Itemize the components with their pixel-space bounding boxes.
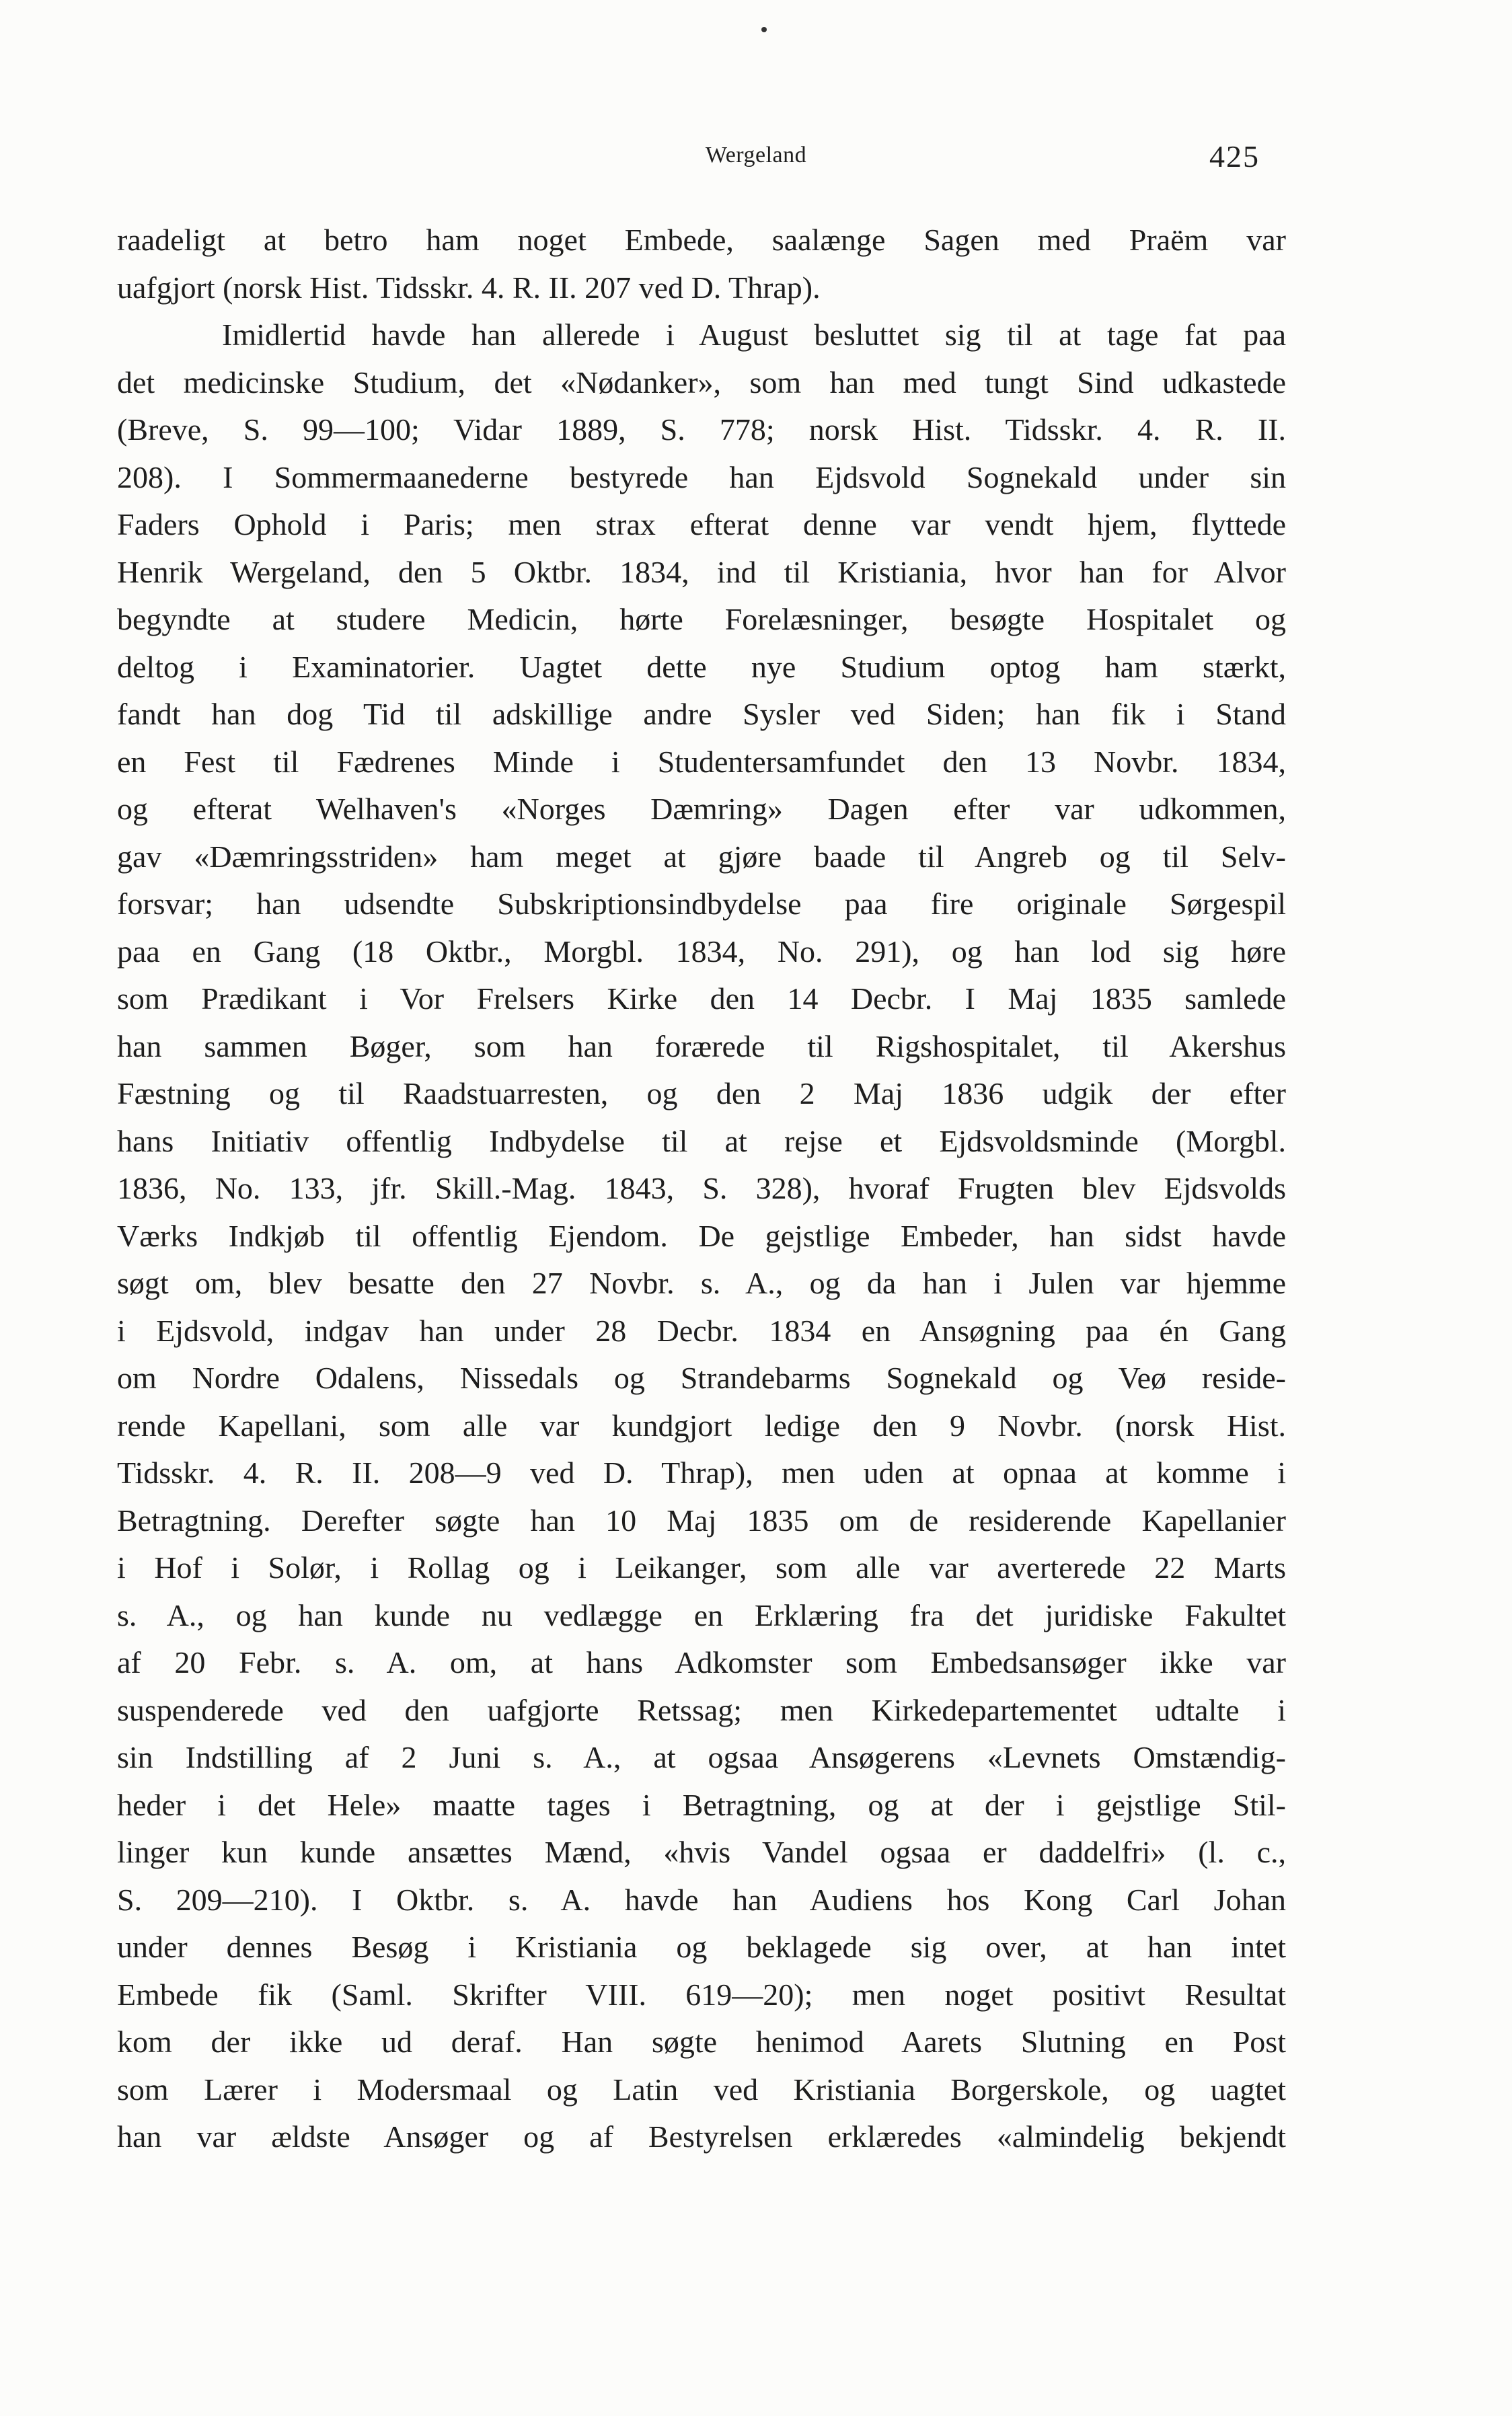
text-line: Henrik Wergeland, den 5 Oktbr. 1834, ind til Kristiania, hvor han for Alvor xyxy=(117,554,1286,589)
page-number: 425 xyxy=(1209,139,1260,174)
paragraph-first-line: Imidlertid havde han allerede i August besluttet sig til at tage fat paa xyxy=(222,317,1286,352)
text-line: gav «Dæmringsstriden» ham meget at gjøre baade til Angreb og til Selv- xyxy=(117,839,1286,874)
text-line: rende Kapellani, som alle var kundgjort ledige den 9 Novbr. (norsk Hist. xyxy=(117,1408,1286,1443)
text-line: af 20 Febr. s. A. om, at hans Adkomster som Embedsansøger ikke var xyxy=(117,1645,1286,1679)
text-line: Faders Ophold i Paris; men strax efterat denne var vendt hjem, flyttede xyxy=(117,507,1286,541)
text-line: Værks Indkjøb til offentlig Ejendom. De gejstlige Embeder, han sidst havde xyxy=(117,1218,1286,1253)
text-line: linger kun kunde ansættes Mænd, «hvis Vandel ogsaa er daddelfri» (l. c., xyxy=(117,1835,1286,1869)
text-line: Fæstning og til Raadstuarresten, og den 2 Maj 1836 udgik der efter xyxy=(117,1076,1286,1110)
body-text xyxy=(117,217,1286,2161)
text-line: kom der ikke ud deraf. Han søgte henimod Aarets Slutning en Post xyxy=(117,2025,1286,2059)
text-line: en Fest til Fædrenes Minde i Studentersamfundet den 13 Novbr. 1834, xyxy=(117,744,1286,779)
text-line: paa en Gang (18 Oktbr., Morgbl. 1834, No. 291), og han lod sig høre xyxy=(117,934,1286,969)
text-line: sin Indstilling af 2 Juni s. A., at ogsaa Ansøgerens «Levnets Omstændig- xyxy=(117,1740,1286,1774)
print-mark xyxy=(761,27,767,32)
text-line: hans Initiativ offentlig Indbydelse til at rejse et Ejdsvoldsminde (Morgbl. xyxy=(117,1123,1286,1158)
text-line: heder i det Hele» maatte tages i Betragtning, og at der i gejstlige Stil- xyxy=(117,1787,1286,1822)
text-line: om Nordre Odalens, Nissedals og Strandebarms Sognekald og Veø reside- xyxy=(117,1361,1286,1395)
text-line: fandt han dog Tid til adskillige andre Sysler ved Siden; han fik i Stand xyxy=(117,697,1286,731)
text-line: suspenderede ved den uafgjorte Retssag; men Kirkedepartementet udtalte i xyxy=(117,1692,1286,1727)
text-line: under dennes Besøg i Kristiania og beklagede sig over, at han intet xyxy=(117,1930,1286,1964)
text-line: (Breve, S. 99—100; Vidar 1889, S. 778; norsk Hist. Tidsskr. 4. R. II. xyxy=(117,412,1286,447)
text-line: 1836, No. 133, jfr. Skill.-Mag. 1843, S. 328), hvoraf Frugten blev Ejdsvolds xyxy=(117,1171,1286,1205)
text-line: Betragtning. Derefter søgte han 10 Maj 1835 om de residerende Kapellanier xyxy=(117,1503,1286,1538)
text-line: 208). I Sommermaanederne bestyrede han Ejdsvold Sognekald under sin xyxy=(117,459,1286,494)
text-line: som Prædikant i Vor Frelsers Kirke den 14 Decbr. I Maj 1835 samlede xyxy=(117,981,1286,1016)
text-line: i Hof i Solør, i Rollag og i Leikanger, som alle var averterede 22 Marts xyxy=(117,1550,1286,1585)
text-line: det medicinske Studium, det «Nødanker», som han med tungt Sind udkastede xyxy=(117,365,1286,400)
text-line: forsvar; han udsendte Subskriptionsindbydelse paa fire originale Sørgespil xyxy=(117,886,1286,921)
text-line: begyndte at studere Medicin, hørte Forelæsninger, besøgte Hospitalet og xyxy=(117,602,1286,636)
text-line: som Lærer i Modersmaal og Latin ved Kristiania Borgerskole, og uagtet xyxy=(117,2072,1286,2107)
text-line: Embede fik (Saml. Skrifter VIII. 619—20); men noget positivt Resultat xyxy=(117,1977,1286,2012)
text-line: i Ejdsvold, indgav han under 28 Decbr. 1834 en Ansøgning paa én Gang xyxy=(117,1313,1286,1348)
text-line: raadeligt at betro ham noget Embede, saalænge Sagen med Praëm var xyxy=(117,223,1286,257)
text-line: og efterat Welhaven's «Norges Dæmring» Dagen efter var udkommen, xyxy=(117,792,1286,826)
text-line: S. 209—210). I Oktbr. s. A. havde han Audiens hos Kong Carl Johan xyxy=(117,1882,1286,1917)
text-line: Tidsskr. 4. R. II. 208—9 ved D. Thrap), men uden at opnaa at komme i xyxy=(117,1456,1286,1490)
text-line: uafgjort (norsk Hist. Tidsskr. 4. R. II. 207 ved D. Thrap). xyxy=(117,270,821,305)
text-line: deltog i Examinatorier. Uagtet dette nye Studium optog ham stærkt, xyxy=(117,649,1286,684)
text-line: s. A., og han kunde nu vedlægge en Erklæring fra det juridiske Fakultet xyxy=(117,1597,1286,1632)
text-line: søgt om, blev besatte den 27 Novbr. s. A., og da han i Julen var hjemme xyxy=(117,1266,1286,1300)
running-head: Wergeland xyxy=(705,143,807,167)
text-line: han var ældste Ansøger og af Bestyrelsen erklæredes «almindelig bekjendt xyxy=(117,2119,1286,2154)
text-line: han sammen Bøger, som han forærede til Rigshospitalet, til Akershus xyxy=(117,1028,1286,1063)
